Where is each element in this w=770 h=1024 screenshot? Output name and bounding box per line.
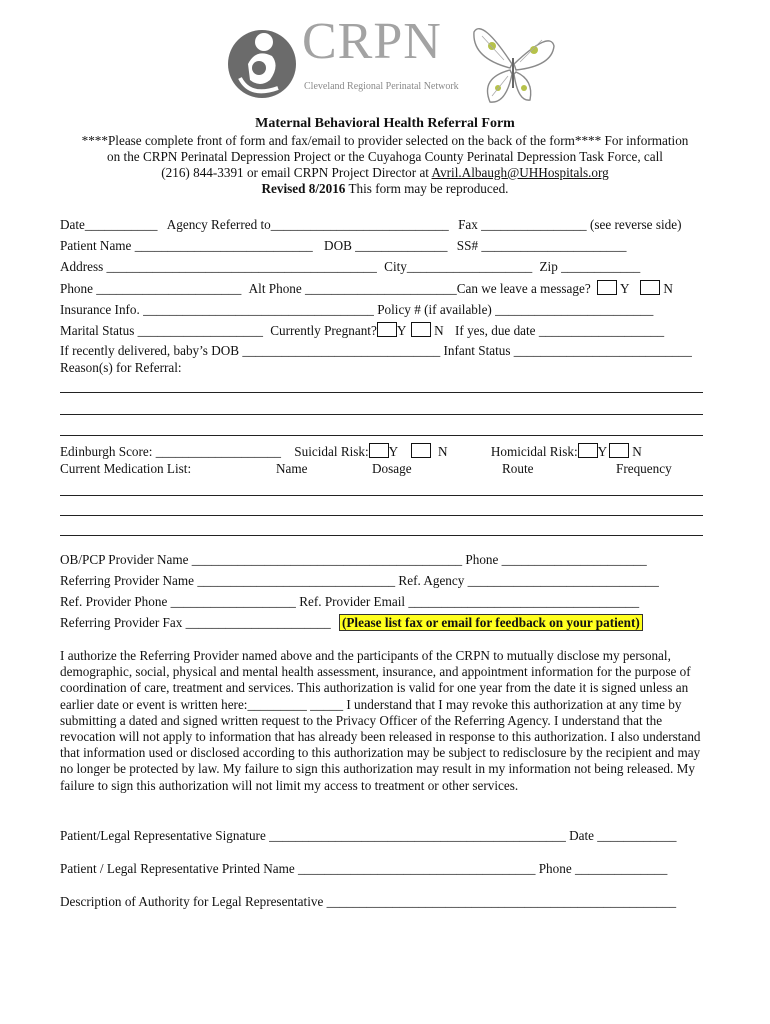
alt-phone-field[interactable]: Alt Phone _______________________ [248,281,457,296]
pregnant-yes-label: Y [396,323,406,338]
homicidal-label: Homicidal Risk: [490,444,578,459]
suicidal-no-checkbox[interactable] [411,443,431,458]
city-field[interactable]: City___________________ [384,259,533,274]
med-list-label: Current Medication List: [60,461,192,476]
feedback-note: (Please list fax or email for feedback on your patient) [341,615,640,630]
mother-child-icon [226,18,298,108]
row-phone [60,280,673,297]
med-name-header: Name [276,461,308,476]
zip-field[interactable]: Zip ____________ [539,259,641,274]
reproduce-note: This form may be reproduced. [345,181,509,196]
row-ref-fax [60,615,642,631]
suicidal-yes-checkbox[interactable] [369,443,389,458]
contact-text: (216) 844-3391 or email CRPN Project Director at [161,165,432,180]
ref-fax-field[interactable]: Referring Provider Fax ______________________ [60,615,331,630]
email-link[interactable]: Avril.Albaugh@UHHospitals.org [431,165,609,180]
patient-name-field[interactable]: Patient Name ___________________________ [60,238,313,253]
row-risk [60,443,642,460]
reason-line-3[interactable] [60,435,703,436]
row-marital [60,322,664,339]
phone-field[interactable]: Phone ______________________ [60,281,242,296]
reason-line-2[interactable] [60,414,703,415]
revised-label: Revised 8/2016 [261,181,346,196]
referring-provider-field[interactable]: Referring Provider Name ______________________________ Ref. Agency _____________________________ [60,573,659,588]
row-date-agency [60,217,681,233]
homicidal-no-label: N [632,444,642,459]
instructions-line-3 [40,165,730,181]
insurance-field[interactable]: Insurance Info. ___________________________________ Policy # (if available) ________________________ [60,302,654,317]
instructions-line-2: on the CRPN Perinatal Depression Project or the Cuyahoga County Perinatal Depression Task Force, call [107,149,663,164]
address-field[interactable]: Address _________________________________________ [60,259,377,274]
butterfly-icon [472,18,556,110]
med-line-2[interactable] [60,515,703,516]
pregnant-no-label: N [434,323,444,338]
logo-subtitle: Cleveland Regional Perinatal Network [304,81,459,92]
dob-field[interactable]: DOB ______________ [324,238,448,253]
authority-field[interactable]: Description of Authority for Legal Representative _____________________________________________________ [60,894,677,909]
obpcp-field[interactable]: OB/PCP Provider Name _________________________________________ Phone ______________________ [60,552,647,567]
leave-message-label: Can we leave a message? [456,281,591,296]
med-route-header: Route [502,461,534,476]
suicidal-no-label: N [438,444,448,459]
due-date-field[interactable]: If yes, due date ___________________ [454,323,665,338]
agency-field[interactable]: Agency Referred to___________________________ [166,217,449,232]
baby-dob-field[interactable]: If recently delivered, baby’s DOB ______________________________ Infant Status ___________________________ [60,343,692,358]
row-address [60,259,640,275]
pregnant-yes-checkbox[interactable] [377,322,397,337]
ssn-field[interactable]: SS# ______________________ [456,238,627,253]
leave-message-no-checkbox[interactable] [640,280,660,295]
ref-phone-email-field[interactable]: Ref. Provider Phone ___________________ Ref. Provider Email ___________________________________ [60,594,640,609]
revised-line [40,181,730,197]
reason-line-1[interactable] [60,392,703,393]
pregnant-no-checkbox[interactable] [411,322,431,337]
med-dosage-header: Dosage [372,461,412,476]
crpn-logo [226,13,556,110]
med-frequency-header: Frequency [616,461,672,476]
date-field[interactable]: Date___________ [60,217,158,232]
logo-wordmark: CRPN [302,13,442,70]
med-line-1[interactable] [60,495,703,496]
yes-label: Y [620,281,630,296]
suicidal-yes-label: Y [388,444,398,459]
instructions-line-1: ****Please complete front of form and fax/email to provider selected on the back of the form**** For information [81,133,689,148]
edinburgh-field[interactable]: Edinburgh Score: ___________________ [60,444,281,459]
suicidal-label: Suicidal Risk: [294,444,369,459]
authorization-text: I authorize the Referring Provider named above and the participants of the CRPN to mutually disclose my personal, demographic, social, physical and mental health assessment, insurance, and appointment information for the purpose of coordination of care, treatment and services. This authorization is valid for one year from the date it is signed unless an earlier date or event is written here:_________ _____ I understand that I may revoke this authorization at any time by submitting a dated and signed written request to the Privacy Officer of the Referring Agency. I understand that the revocation will not apply to information that has already been released in response to this authorization. I also understand that information used or disclosed according to this authorization may be subject to redisclosure by the recipient and may no longer be protected by law. My failure to sign this authorization may result in my information not being released. My failure to sign this authorization will not limit my access to treatment or other services. [60,648,701,793]
med-line-3[interactable] [60,535,703,536]
form-title: Maternal Behavioral Health Referral Form [255,116,515,131]
fax-field[interactable]: Fax ________________ (see reverse side) [458,217,682,232]
marital-status-field[interactable]: Marital Status ___________________ [60,323,263,338]
row-patient [60,238,626,254]
pregnant-label: Currently Pregnant? [270,323,377,338]
homicidal-yes-checkbox[interactable] [578,443,598,458]
homicidal-no-checkbox[interactable] [609,443,629,458]
leave-message-yes-checkbox[interactable] [597,280,617,295]
signature-field[interactable]: Patient/Legal Representative Signature _____________________________________________ Date ____________ [60,828,677,843]
homicidal-yes-label: Y [597,444,608,459]
no-label: N [663,281,673,296]
reasons-label: Reason(s) for Referral: [60,360,182,375]
printed-name-field[interactable]: Patient / Legal Representative Printed Name ____________________________________ Phone ______________ [60,861,668,876]
